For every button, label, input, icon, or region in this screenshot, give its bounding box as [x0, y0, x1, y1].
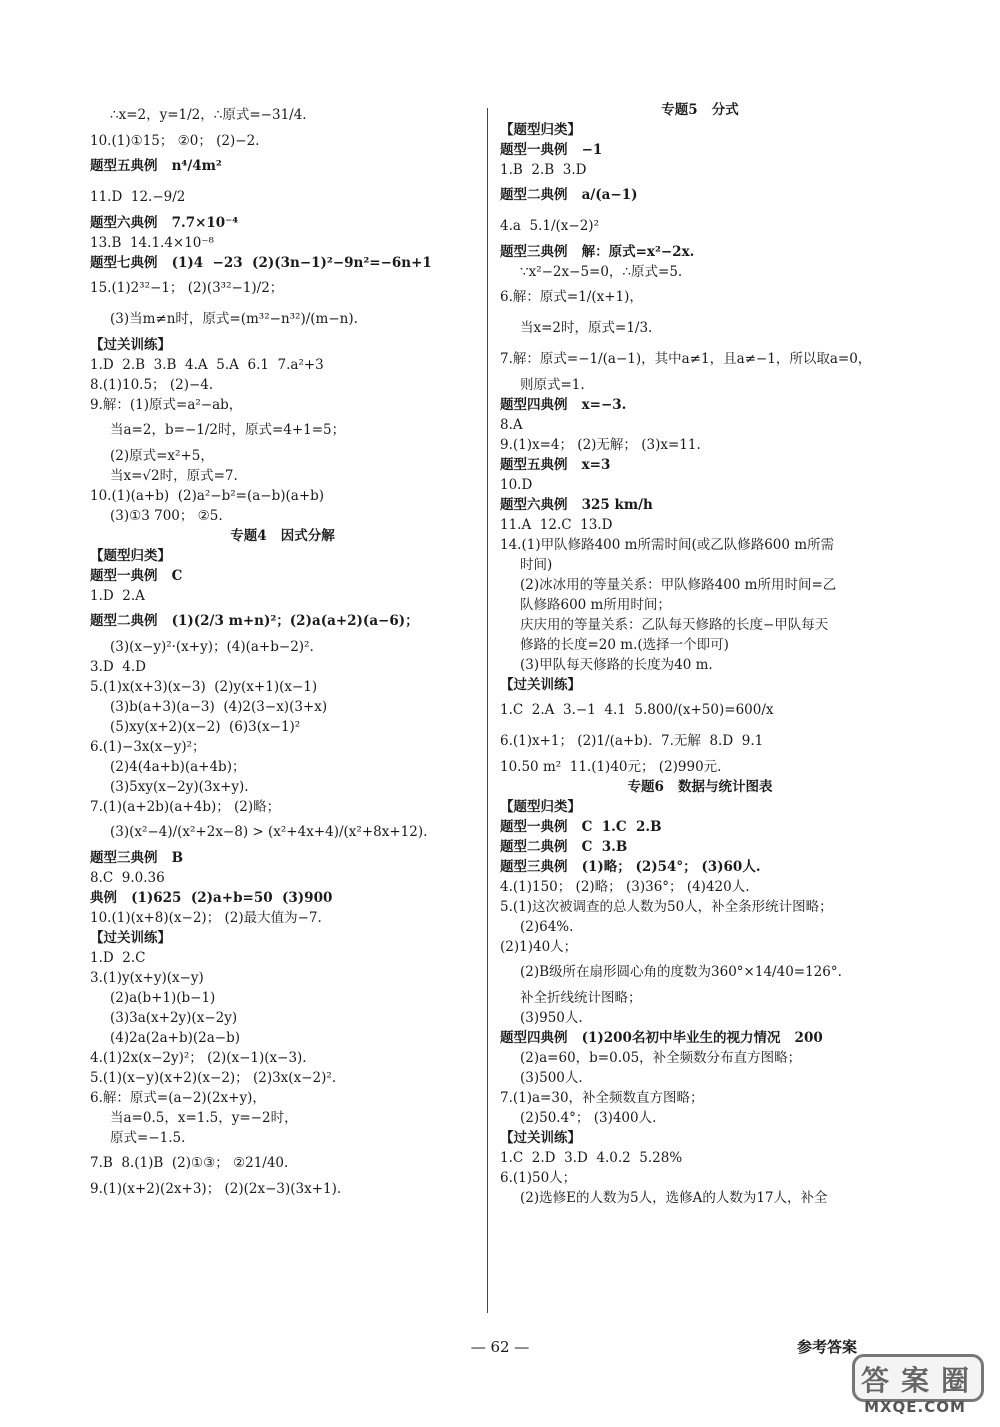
answer-line: 9.(1)(x+2)(2x+3)； (2)(2x−3)(3x+1). [90, 1181, 342, 1197]
answer-line: 6.(1)50人； [500, 1170, 577, 1186]
heading-line: 【过关训练】 [500, 677, 581, 693]
heading-line: 专题6 数据与统计图表 [627, 779, 773, 795]
answer-line: 5.(1)x(x+3)(x−3) (2)y(x+1)(x−1) [90, 679, 318, 695]
answer-line: (3)3a(x+2y)(x−2y) [110, 1010, 238, 1026]
answer-line: 1.C 2.D 3.D 4.0.2 5.28% [500, 1150, 683, 1166]
answer-line: (3)500人. [520, 1070, 583, 1086]
heading-line: 题型二典例 C 3.B [500, 839, 628, 855]
answer-line: 7.(1)(a+2b)(a+4b)； (2)略； [90, 799, 281, 815]
answer-line: 9.(1)x=4； (2)无解； (3)x=11. [500, 437, 701, 453]
answer-line: 1.C 2.A 3.−1 4.1 5.800/(x+50)=600/x [500, 702, 774, 718]
answer-line: 4.(1)2x(x−2y)²； (2)(x−1)(x−3). [90, 1050, 307, 1066]
heading-line: 【过关训练】 [90, 337, 171, 353]
answer-line: 5.(1)(x−y)(x+2)(x−2)； (2)3x(x−2)². [90, 1070, 337, 1086]
answer-line: (2)1)40人； [500, 939, 578, 955]
answer-line: (3)甲队每天修路的长度为40 m. [520, 657, 713, 673]
watermark-site: MXQE.COM [864, 1398, 966, 1416]
heading-line: 【题型归类】 [500, 122, 581, 138]
answer-line: (5)xy(x+2)(x−2) (6)3(x−1)² [110, 719, 301, 735]
answer-line: 7.B 8.(1)B (2)①③； ②21/40. [90, 1155, 289, 1171]
answer-line: 9.解：(1)原式=a²−ab， [90, 397, 243, 413]
answer-line: 则原式=1. [520, 377, 585, 393]
answer-line: 当a=0.5，x=1.5，y=−2时， [110, 1110, 298, 1126]
heading-line: 【题型归类】 [90, 548, 171, 564]
answer-line: 修路的长度=20 m.(选择一个即可) [520, 637, 729, 653]
answer-line: 10.50 m² 11.(1)40元； (2)990元. [500, 759, 722, 775]
heading-line: 题型二典例 a/(a−1) [500, 187, 638, 203]
watermark-char-2: 案 [901, 1364, 930, 1397]
answer-line: 队修路600 m所用时间； [520, 597, 671, 613]
heading-line: 题型五典例 x=3 [500, 457, 611, 473]
answer-line: 4.(1)150； (2)略； (3)36°； (4)420人. [500, 879, 750, 895]
answer-line: 14.(1)甲队修路400 m所需时间(或乙队修路600 m所需 [500, 537, 835, 553]
answer-line: (2)B级所在扇形圆心角的度数为360°×14/40=126°. [520, 964, 842, 980]
heading-line: 题型三典例 (1)略； (2)54°； (3)60人. [500, 859, 761, 875]
answer-line: (2)64%. [520, 919, 574, 935]
heading-line: 题型五典例 n⁴/4m² [90, 158, 222, 174]
heading-line: 题型二典例 (1)(2/3 m+n)²；(2)a(a+2)(a−6)； [90, 613, 419, 629]
answer-line: 5.(1)这次被调查的总人数为50人，补全条形统计图略； [500, 899, 833, 915]
answer-line: (2)a(b+1)(b−1) [110, 990, 216, 1006]
answer-line: (3)①3 700； ②5. [110, 508, 223, 524]
answer-line: 8.C 9.0.36 [90, 870, 165, 886]
answer-line: 1.D 2.C [90, 950, 146, 966]
answer-line: (3)(x²−4)/(x²+2x−8) > (x²+4x+4)/(x²+8x+12). [110, 824, 428, 840]
heading-line: 题型三典例 B [90, 850, 184, 866]
answer-line: 庆庆用的等量关系：乙队每天修路的长度−甲队每天 [520, 617, 829, 633]
answer-line: (3)当m≠n时，原式=(m³²−n³²)/(m−n). [110, 311, 358, 327]
answer-line: (4)2a(2a+b)(2a−b) [110, 1030, 241, 1046]
answer-line: 1.B 2.B 3.D [500, 162, 587, 178]
right-column [500, 100, 900, 1208]
heading-line: 典例 (1)625 (2)a+b=50 (3)900 [90, 890, 333, 906]
answer-line: 6.解：原式=(a−2)(2x+y)， [90, 1090, 266, 1106]
answer-line: (3)b(a+3)(a−3) (4)2(3−x)(3+x) [110, 699, 328, 715]
answer-line: 当x=√2时，原式=7. [110, 468, 238, 484]
answer-line: 15.(1)2³²−1； (2)(3³²−1)/2； [90, 280, 284, 296]
answer-line: (2)原式=x²+5， [110, 448, 214, 464]
answer-line: 6.(1)−3x(x−y)²； [90, 739, 206, 755]
footer-label: 参考答案 [797, 1338, 858, 1356]
left-column [90, 100, 475, 1199]
answer-line: (2)a=60，b=0.05，补全频数分布直方图略； [520, 1050, 802, 1066]
answer-line: 7.解：原式=−1/(a−1)，其中a≠1，且a≠−1，所以取a=0， [500, 351, 872, 367]
answer-line: (2)冰冰用的等量关系：甲队修路400 m所用时间=乙 [520, 577, 837, 593]
heading-line: 题型三典例 解：原式=x²−2x. [500, 244, 695, 260]
answer-line: 8.A [500, 417, 523, 433]
answer-line: 1.D 2.B 3.B 4.A 5.A 6.1 7.a²+3 [90, 357, 324, 373]
answer-line: (2)50.4°； (3)400人. [520, 1110, 657, 1126]
answer-line: (2)选修E的人数为5人，选修A的人数为17人，补全 [520, 1190, 828, 1206]
watermark-logo [840, 1350, 990, 1420]
answer-line: (3)950人. [520, 1010, 583, 1026]
heading-line: 题型四典例 (1)200名初中毕业生的视力情况 200 [500, 1030, 823, 1046]
answer-line: ∵x²−2x−5=0，∴原式=5. [520, 264, 683, 280]
watermark-char-3: 圈 [941, 1364, 970, 1397]
heading-line: 【过关训练】 [500, 1130, 581, 1146]
column-divider [487, 108, 488, 1313]
heading-line: 专题5 分式 [661, 102, 739, 118]
answer-line: 11.D 12.−9/2 [90, 189, 186, 205]
answer-line: 当a=2，b=−1/2时，原式=4+1=5； [110, 422, 346, 438]
heading-line: 题型一典例 C 1.C 2.B [500, 819, 662, 835]
heading-line: 题型一典例 C [90, 568, 183, 584]
heading-line: 题型六典例 325 km/h [500, 497, 653, 513]
answer-line: 3.(1)y(x+y)(x−y) [90, 970, 204, 986]
answer-line: 7.(1)a=30，补全频数直方图略； [500, 1090, 704, 1106]
heading-line: 题型一典例 −1 [500, 142, 603, 158]
answer-line: 10.(1)(a+b) (2)a²−b²=(a−b)(a+b) [90, 488, 325, 504]
answer-line: 4.a 5.1/(x−2)² [500, 218, 599, 234]
answer-line: (3)(x−y)²·(x+y)；(4)(a+b−2)². [110, 639, 314, 655]
answer-line: 1.D 2.A [90, 588, 145, 604]
page-number: — 62 — [470, 1338, 530, 1356]
answer-line: 10.(1)①15； ②0； (2)−2. [90, 133, 260, 149]
heading-line: 题型七典例 (1)4 −23 (2)(3n−1)²−9n²=−6n+1 [90, 255, 432, 271]
answer-line: (3)5xy(x−2y)(3x+y). [110, 779, 249, 795]
answer-line: 11.A 12.C 13.D [500, 517, 613, 533]
heading-line: 题型四典例 x=−3. [500, 397, 627, 413]
answer-line: 10.(1)(x+8)(x−2)； (2)最大值为−7. [90, 910, 322, 926]
answer-line: (2)4(4a+b)(a+4b)； [110, 759, 246, 775]
watermark-badge [852, 1354, 984, 1402]
answer-line: 10.D [500, 477, 533, 493]
answer-line: 3.D 4.D [90, 659, 146, 675]
answer-line: 13.B 14.1.4×10⁻⁸ [90, 235, 214, 251]
heading-line: 【过关训练】 [90, 930, 171, 946]
heading-line: 【题型归类】 [500, 799, 581, 815]
answer-line: 8.(1)10.5； (2)−4. [90, 377, 214, 393]
answer-line: 补全折线统计图略； [520, 990, 642, 1006]
answer-line: 时间) [520, 557, 553, 573]
heading-line: 题型六典例 7.7×10⁻⁴ [90, 215, 239, 231]
answer-line: 当x=2时，原式=1/3. [520, 320, 653, 336]
heading-line: 专题4 因式分解 [230, 528, 335, 544]
watermark-char-1: 答 [861, 1364, 890, 1397]
answer-line: 6.(1)x+1； (2)1/(a+b). 7.无解 8.D 9.1 [500, 733, 764, 749]
answer-line: 6.解：原式=1/(x+1)， [500, 289, 643, 305]
answer-line: ∴x=2，y=1/2，∴原式=−31/4. [110, 107, 307, 123]
answer-line: 原式=−1.5. [110, 1130, 186, 1146]
